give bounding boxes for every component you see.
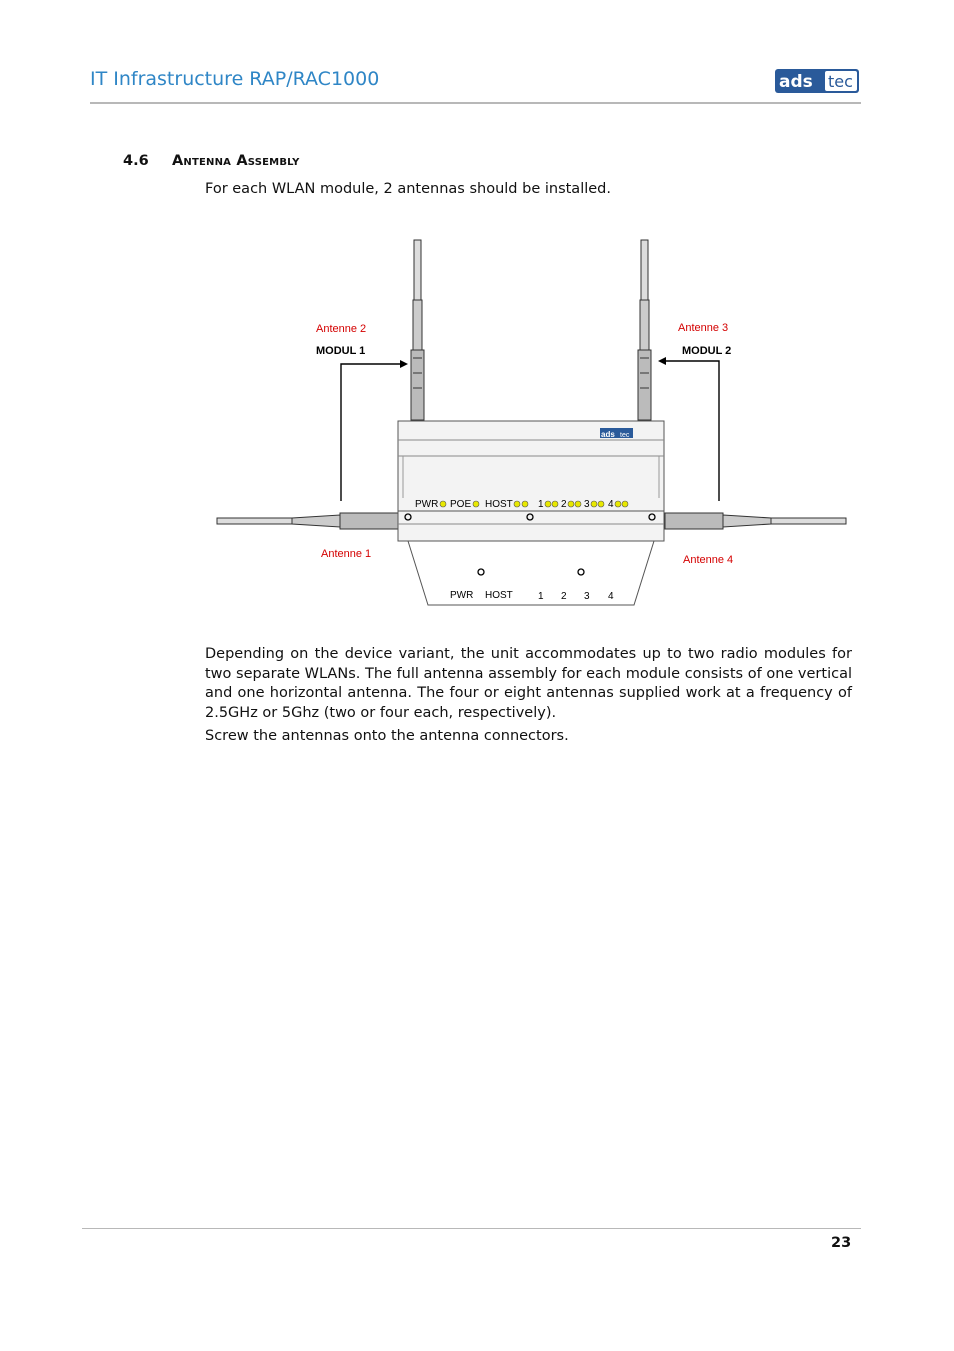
svg-text:ads: ads	[601, 430, 615, 439]
label-antenne-4: Antenne 4	[683, 554, 734, 566]
led-label-3: 3	[584, 499, 590, 510]
led-label-2: 2	[561, 499, 567, 510]
port-label-3: 3	[584, 591, 590, 602]
port-label-2: 2	[561, 591, 567, 602]
intro-text: For each WLAN module, 2 antennas should be installed.	[205, 181, 611, 197]
label-modul-2: MODUL 2	[682, 345, 732, 357]
horizontal-antenna-right	[665, 513, 846, 529]
device-body	[398, 421, 664, 605]
body-paragraph-2: Screw the antennas onto the antenna connectors.	[205, 728, 569, 744]
svg-text:ads: ads	[779, 72, 813, 92]
led-label-poe: POE	[450, 499, 472, 510]
page-number: 23	[831, 1235, 852, 1251]
adstec-logo	[775, 69, 859, 93]
header-divider	[90, 102, 861, 104]
label-modul-1: MODUL 1	[316, 345, 366, 357]
label-antenne-1: Antenne 1	[321, 548, 372, 560]
antenna-assembly-figure	[210, 228, 855, 613]
led-label-host: HOST	[485, 499, 513, 510]
section-title: Antenna Assembly	[172, 153, 300, 169]
vertical-antenna-left	[411, 240, 424, 420]
led-label-pwr: PWR	[415, 499, 439, 510]
document-header-title: IT Infrastructure RAP/RAC1000	[90, 68, 380, 90]
led-label-4: 4	[608, 499, 614, 510]
port-label-1: 1	[538, 591, 544, 602]
footer-divider	[82, 1228, 861, 1229]
port-label-pwr: PWR	[450, 590, 474, 601]
vertical-antenna-right	[638, 240, 651, 420]
body-paragraph-1: Depending on the device variant, the unit accommodates up to two radio modules for two separate WLANs. The full antenna assembly for each module consists of one vertical and one horizontal antenna. The four or eight antennas supplied work at a frequency of 2.5GHz or 5Ghz (two or four each, respectively).	[205, 646, 852, 721]
led-label-1: 1	[538, 499, 544, 510]
label-antenne-2: Antenne 2	[316, 323, 367, 335]
section-number: 4.6	[123, 153, 149, 169]
horizontal-antenna-left	[217, 513, 398, 529]
port-label-4: 4	[608, 591, 614, 602]
label-antenne-3: Antenne 3	[678, 322, 729, 334]
svg-text:tec: tec	[828, 72, 853, 91]
port-label-host: HOST	[485, 590, 513, 601]
svg-text:tec: tec	[620, 432, 630, 439]
